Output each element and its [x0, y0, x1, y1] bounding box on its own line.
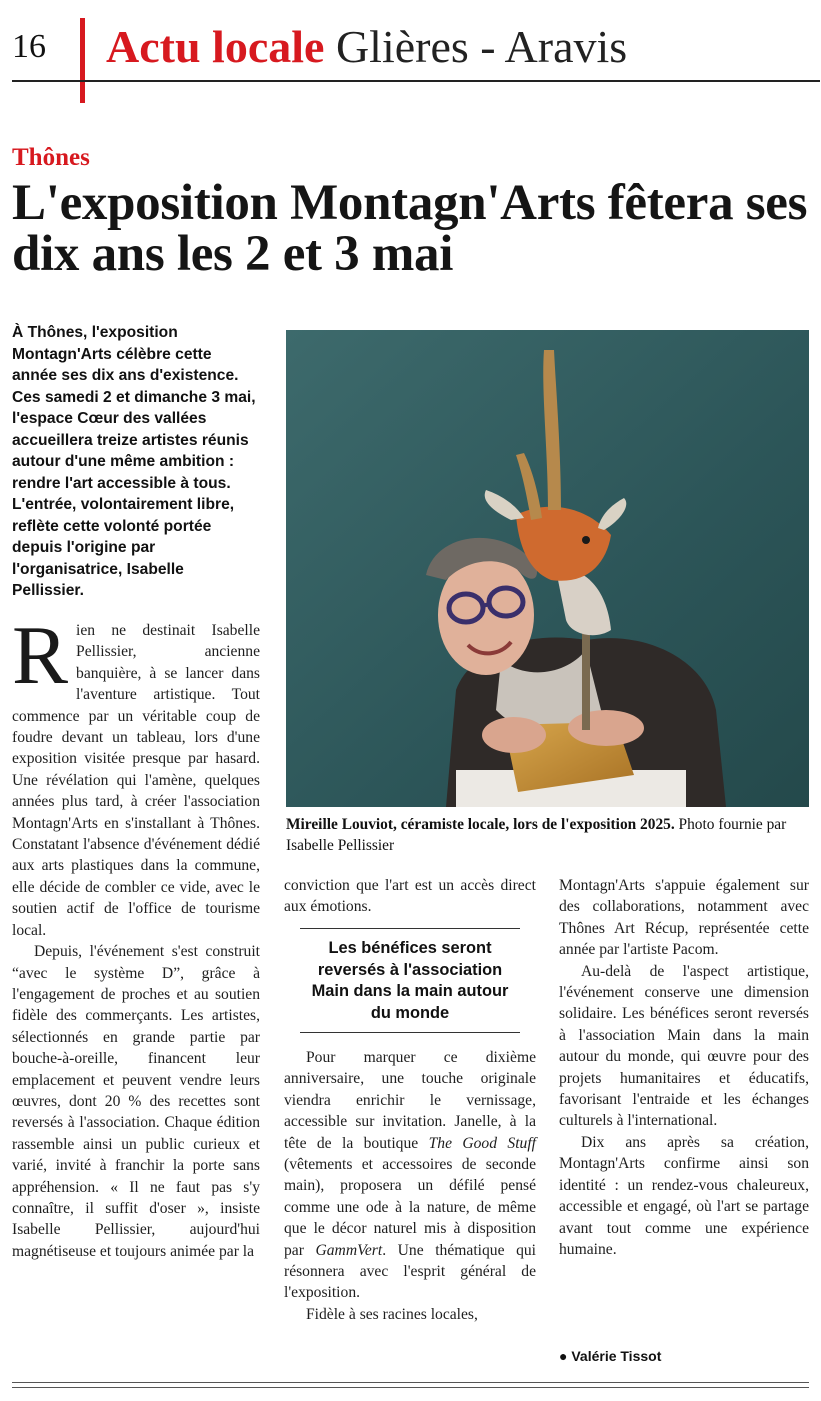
photo-illustration — [286, 330, 809, 807]
paragraph — [284, 1047, 536, 1304]
article-lead: À Thônes, l'exposition Montagn'Arts célèbre cette année ses dix ans d'existence. Ces samedi 2 et dimanche 3 mai, l'espace Cœur des vallées accueillera treize artistes réunis autour d'une même ambition : rendre l'art accessible à tous. L'entrée, volontairement libre, reflète cette volonté portée depuis l'origine par l'organisatrice, Isabelle Pellissier. — [12, 324, 256, 599]
section-header — [106, 21, 628, 72]
paragraph: Fidèle à ses racines locales, — [306, 1305, 478, 1323]
body-column-3 — [559, 875, 809, 1260]
body-column-1 — [12, 609, 260, 1262]
section-title: Actu locale — [106, 21, 325, 72]
photo-caption — [286, 814, 811, 856]
body-column-2 — [284, 875, 536, 918]
paragraph-text: . Une thématique qui résonnera avec l'esprit général de l'exposition. — [284, 1241, 537, 1302]
article-headline: L'exposition Montagn'Arts fêtera ses dix ans les 2 et 3 mai — [12, 175, 808, 282]
paragraph-text: (vêtements et accessoires de seconde main), proposera un défilé pensé comme une ode à la nature, de même que le décor naturel mis à disposition par — [284, 1156, 536, 1259]
footer-rule — [12, 1387, 809, 1388]
byline: ● Valérie Tissot — [559, 1348, 662, 1364]
paragraph: conviction que l'art est un accès direct aux émotions. — [284, 877, 536, 916]
paragraph: Depuis, l'événement s'est construit “avec le système D”, grâce à l'engagement de proches et au soutien fidèle des commerçants. Les artistes, sélectionnés en grande partie par bouche-à-oreille, financent leur emplacement et peuvent vendre leurs œuvres, dont 20 % des recettes sont reversés à l'association. Chaque édition rassemble ainsi un public curieux et varié, invité à franchir la porte sans appréhension. « Il ne faut pas s'y connaître, il suffit d'oser », insiste Isabelle Pellissier, aujourd'hui magnétiseuse et toujours animée par la — [12, 943, 260, 1260]
article-kicker: Thônes — [12, 144, 90, 171]
paragraph — [12, 609, 260, 941]
header-red-bar — [80, 18, 85, 103]
footer-rule — [12, 1382, 809, 1383]
page-number: 16 — [12, 28, 46, 65]
shop-name: The Good Stuff — [428, 1134, 536, 1152]
pull-quote-text: Les bénéfices seront reversés à l'association Main dans la main autour du monde — [311, 939, 509, 1022]
paragraph: Au-delà de l'aspect artistique, l'événement conserve une dimension solidaire. Les bénéfices seront reversés à l'association Main dans la main autour du monde, qui œuvre pour des projets humanitaires et éducatifs, favorisant l'entraide et les échanges culturels à l'international. — [559, 962, 809, 1130]
region-title: Glières - Aravis — [335, 21, 628, 72]
header-rule — [12, 80, 820, 82]
paragraph-text: Pour marquer ce dixième anniversaire, une touche originale viendra enrichir le vernissage, accessible sur invitation. Janelle, à la tête de la boutique — [284, 1049, 536, 1152]
paragraph: Montagn'Arts s'appuie également sur des collaborations, notamment avec Thônes Art Récup, représentée cette année par l'artiste Pacom. — [559, 877, 809, 959]
paragraph-text: ien ne destinait Isabelle Pellissier, ancienne banquière, à se lancer dans l'aventure artistique. Tout commence par un véritable coup de foudre devant un tableau, lors d'une exposition visitée presque par hasard. Une révélation qui l'amène, quelques années plus tard, à créer l'association Montagn'Arts en s'installant à Thônes. Constatant l'absence d'événement dédié aux arts plastiques dans la commune, elle décide de combler ce vide, avec le soutien actif de l'office de tourisme local. — [12, 622, 260, 939]
pull-quote — [300, 928, 520, 1033]
body-column-2-continued — [284, 1047, 536, 1325]
photo-credit: Photo fournie par Isabelle Pellissier — [286, 816, 787, 854]
caption-text: Mireille Louviot, céramiste locale, lors de l'exposition 2025. — [286, 816, 675, 833]
drop-cap: R — [12, 609, 69, 702]
store-name: GammVert — [315, 1241, 383, 1259]
paragraph: Dix ans après sa création, Montagn'Arts confirme ainsi son identité : un rendez-vous chaleureux, accessible et engagé, où l'art se partage avant tout comme une expérience humaine. — [559, 1133, 809, 1258]
article-photo — [286, 330, 809, 807]
